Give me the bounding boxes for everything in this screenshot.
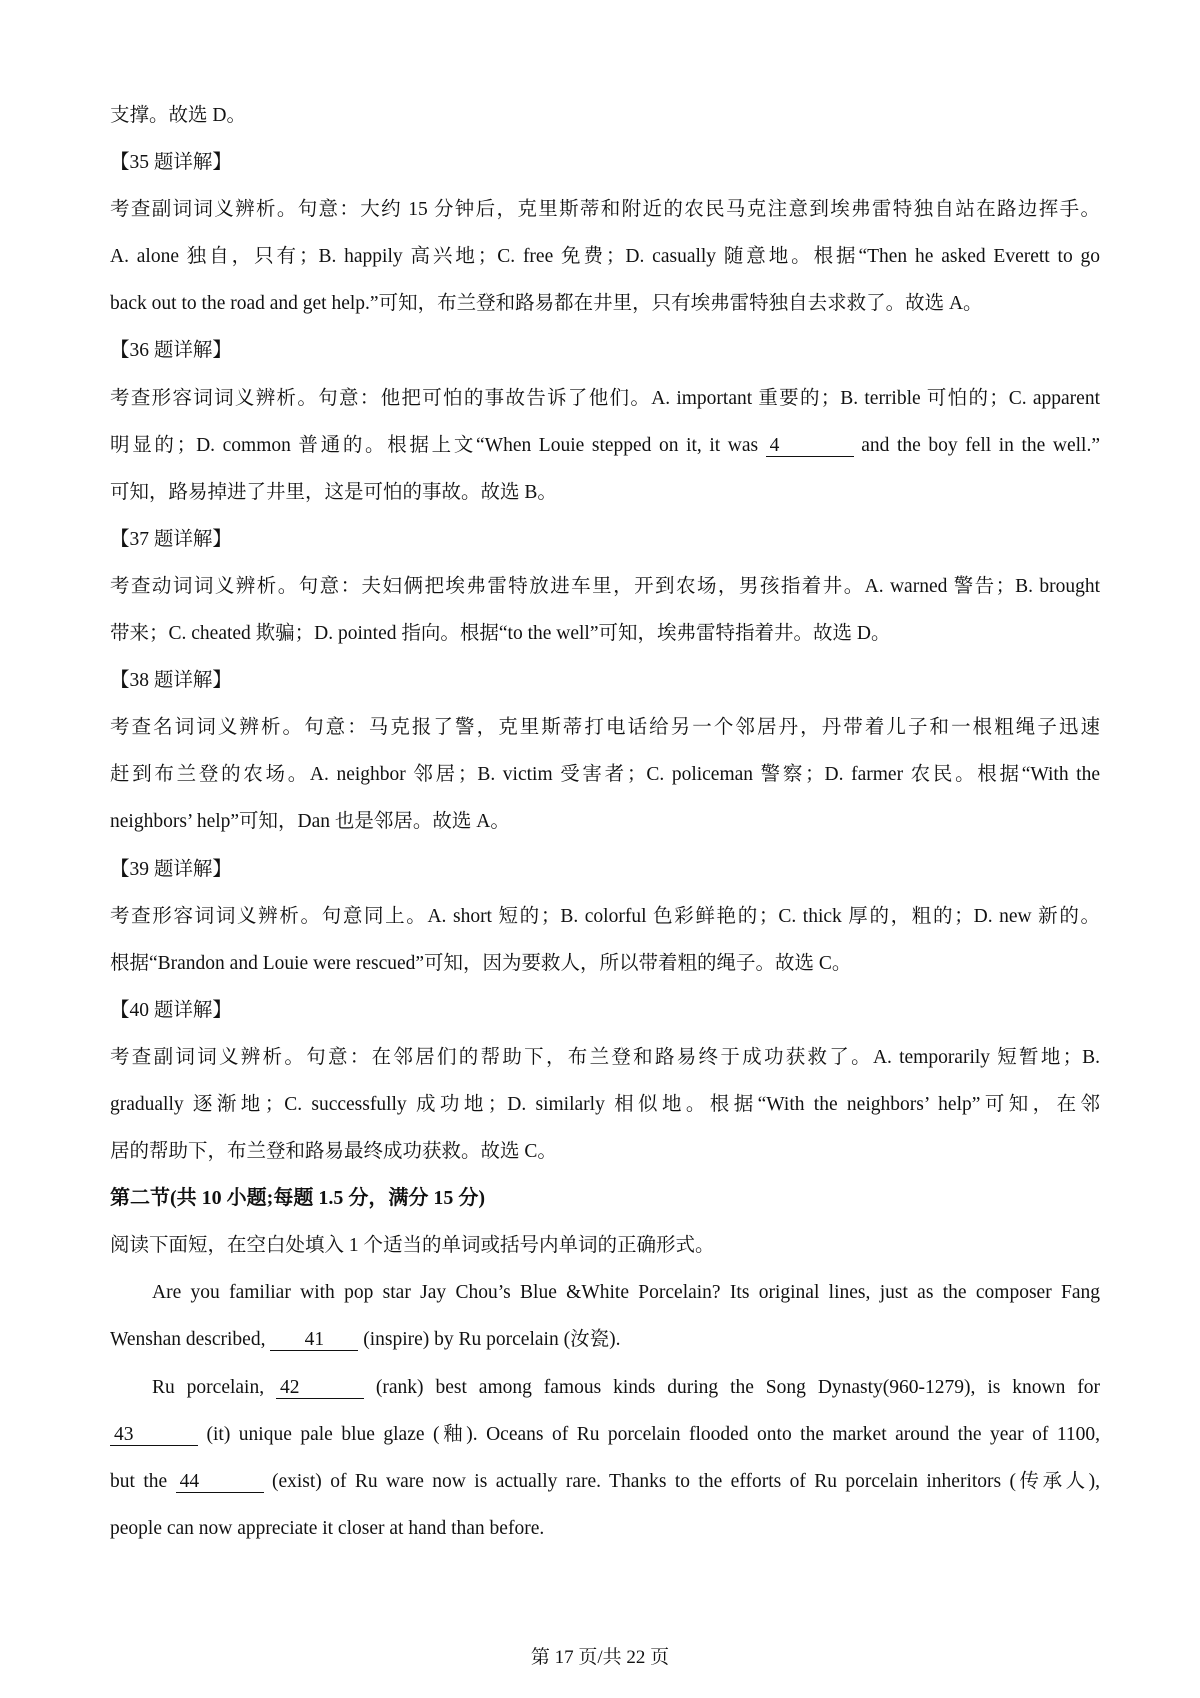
text-segment: 考查形容词词义辨析。句意：他把可怕的事故告诉了他们。A. important 重要的；B. terrible 可怕的；C. apparent — [110, 387, 1100, 409]
text-line — [110, 1269, 1100, 1316]
text-segment: 考查形容词词义辨析。句意同上。A. short 短的；B. colorful 色彩鲜艳的；C. thick 厚的，粗的；D. new 新的。 — [110, 905, 1100, 927]
fill-in-blank: 42 — [276, 1378, 364, 1399]
text-segment: people can now appreciate it closer at hand than before. — [110, 1517, 545, 1539]
text-line — [110, 375, 1100, 422]
text-line — [110, 1175, 1100, 1222]
explanation-paragraph — [110, 1034, 1100, 1175]
text-line — [110, 1458, 1100, 1505]
text-segment: gradually 逐渐地；C. successfully 成功地；D. similarly 相似地。根据“With the neighbors’ help”可知，在邻 — [110, 1093, 1100, 1115]
text-segment: 【40 题详解】 — [110, 999, 232, 1021]
text-segment: 【39 题详解】 — [110, 858, 232, 880]
page-footer: 第 17 页/共 22 页 — [530, 1647, 670, 1668]
text-segment: 第二节(共 10 小题;每题 1.5 分，满分 15 分) — [110, 1187, 485, 1210]
text-line — [110, 280, 1100, 327]
text-line — [110, 1505, 1100, 1552]
question-label — [110, 657, 1100, 704]
question-label — [110, 516, 1100, 563]
text-segment: back out to the road and get help.”可知，布兰登和路易都在井里，只有埃弗雷特独自去求救了。故选 A。 — [110, 293, 983, 315]
text-segment: 考查动词词义辨析。句意：夫妇俩把埃弗雷特放进车里，开到农场，男孩指着井。A. warned 警告；B. brought — [110, 575, 1100, 597]
text-line — [110, 1128, 1100, 1175]
question-label — [110, 327, 1100, 374]
text-segment: 支撑。故选 D。 — [110, 105, 246, 126]
text-line — [110, 469, 1100, 516]
text-segment: 明显的；D. common 普通的。根据上文“When Louie stepped on it, it was — [110, 434, 766, 456]
text-line — [110, 563, 1100, 610]
text-segment: 考查副词词义辨析。句意：在邻居们的帮助下，布兰登和路易终于成功获救了。A. temporarily 短暂地；B. — [110, 1046, 1100, 1068]
explanation-paragraph — [110, 893, 1100, 987]
text-segment: 【38 题详解】 — [110, 670, 232, 692]
text-segment: 赶到布兰登的农场。A. neighbor 邻居；B. victim 受害者；C. policeman 警察；D. farmer 农民。根据“With the — [110, 764, 1100, 786]
text-line — [110, 139, 1100, 186]
text-line — [110, 327, 1100, 374]
passage-paragraph — [110, 1364, 1100, 1552]
question-label — [110, 139, 1100, 186]
fill-in-blank: 4 — [766, 436, 854, 457]
text-segment: A. alone 独自，只有；B. happily 高兴地；C. free 免费；D. casually 随意地。根据“Then he asked Everett to go — [110, 246, 1100, 268]
text-line — [110, 704, 1100, 751]
text-line — [110, 92, 1100, 139]
text-line — [110, 893, 1100, 940]
text-segment: but the — [110, 1470, 176, 1492]
text-segment: 可知，路易掉进了井里，这是可怕的事故。故选 B。 — [110, 481, 557, 503]
text-segment: (rank) best among famous kinds during the Song Dynasty(960-1279), is known for — [364, 1376, 1100, 1398]
text-segment: 阅读下面短，在空白处填入 1 个适当的单词或括号内单词的正确形式。 — [110, 1235, 715, 1257]
text-segment: 【35 题详解】 — [110, 152, 232, 174]
text-segment: (it) unique pale blue glaze (釉). Oceans of Ru porcelain flooded onto the market around the year of 1100, — [198, 1423, 1100, 1445]
text-segment: 【36 题详解】 — [110, 340, 232, 362]
question-label — [110, 846, 1100, 893]
text-line — [110, 422, 1100, 469]
explanation-paragraph — [110, 704, 1100, 845]
text-line — [110, 1222, 1100, 1269]
explanation-paragraph — [110, 375, 1100, 516]
question-label — [110, 987, 1100, 1034]
text-segment: 根据“Brandon and Louie were rescued”可知，因为要救人，所以带着粗的绳子。故选 C。 — [110, 952, 852, 974]
text-segment: (exist) of Ru ware now is actually rare. Thanks to the efforts of Ru porcelain inheritors (传承人), — [263, 1470, 1100, 1492]
text-segment: Ru porcelain, — [152, 1376, 276, 1398]
text-line — [110, 186, 1100, 233]
text-segment: (inspire) by Ru porcelain (汝瓷). — [358, 1329, 621, 1351]
text-line — [110, 751, 1100, 798]
text-line — [110, 1411, 1100, 1458]
section-heading — [110, 1175, 1100, 1222]
explanation-paragraph — [110, 563, 1100, 657]
text-line — [110, 940, 1100, 987]
text-line — [110, 987, 1100, 1034]
explanation-paragraph — [110, 92, 1100, 139]
text-segment: Wenshan described, — [110, 1329, 271, 1351]
text-segment: neighbors’ help”可知，Dan 也是邻居。故选 A。 — [110, 811, 510, 833]
text-line — [110, 657, 1100, 704]
text-segment: Are you familiar with pop star Jay Chou’s Blue &White Porcelain? Its original lines, just as the composer Fang — [152, 1282, 1100, 1304]
text-line — [110, 233, 1100, 280]
text-line — [110, 1364, 1100, 1411]
text-line — [110, 1316, 1100, 1363]
fill-in-blank: 43 — [110, 1425, 198, 1446]
text-line — [110, 610, 1100, 657]
text-segment: 居的帮助下，布兰登和路易最终成功获救。故选 C。 — [110, 1141, 557, 1163]
passage-paragraph — [110, 1269, 1100, 1363]
explanation-paragraph — [110, 186, 1100, 327]
text-segment: 【37 题详解】 — [110, 528, 232, 550]
text-segment: 考查副词词义辨析。句意：大约 15 分钟后，克里斯蒂和附近的农民马克注意到埃弗雷特独自站在路边挥手。 — [110, 199, 1100, 221]
text-line — [110, 1034, 1100, 1081]
document-body — [110, 92, 1100, 1552]
text-line — [110, 846, 1100, 893]
text-line — [110, 516, 1100, 563]
fill-in-blank: 41 — [270, 1330, 358, 1351]
text-segment: 考查名词词义辨析。句意：马克报了警，克里斯蒂打电话给另一个邻居丹，丹带着儿子和一根粗绳子迅速 — [110, 717, 1100, 739]
fill-in-blank: 44 — [176, 1472, 264, 1493]
text-segment: and the boy fell in the well.” — [853, 434, 1100, 456]
text-line — [110, 1081, 1100, 1128]
text-line — [110, 798, 1100, 845]
text-segment: 带来；C. cheated 欺骗；D. pointed 指向。根据“to the well”可知，埃弗雷特指着井。故选 D。 — [110, 623, 891, 645]
explanation-paragraph — [110, 1222, 1100, 1269]
